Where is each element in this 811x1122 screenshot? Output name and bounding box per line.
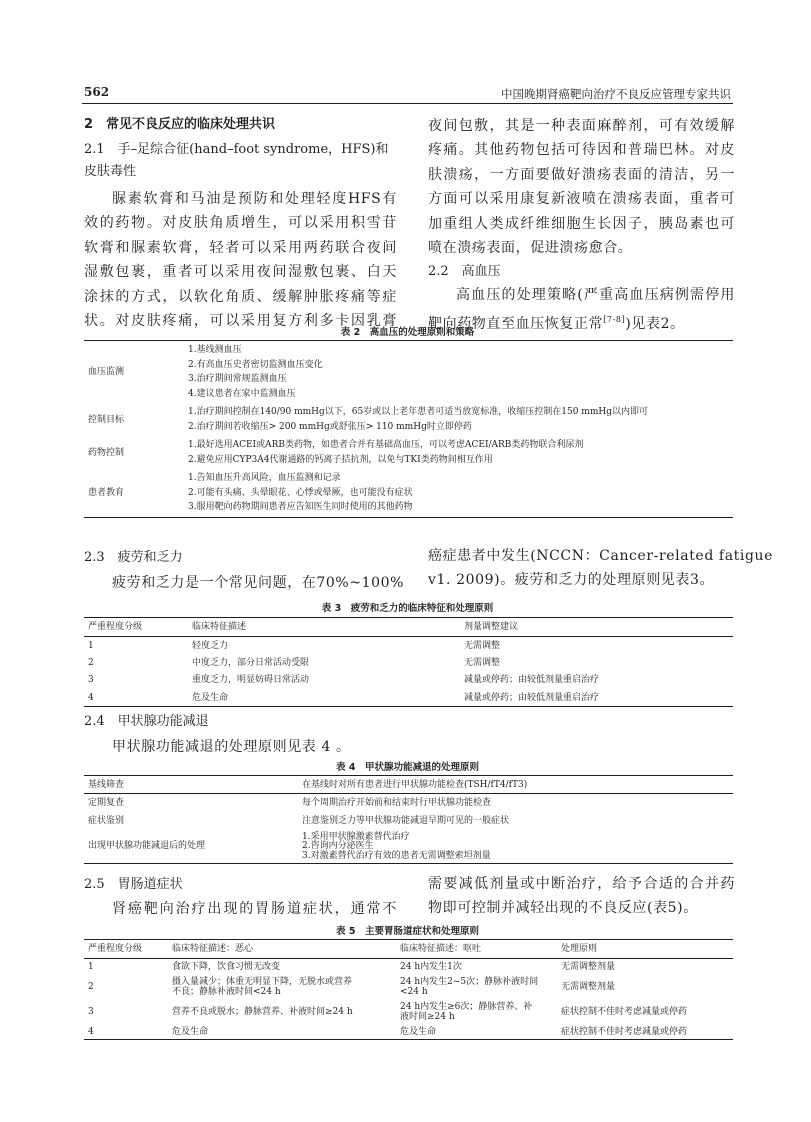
table4-label: 定期复查 (88, 797, 125, 808)
section25-left-column (84, 874, 397, 921)
table5-nausea (168, 1025, 396, 1040)
text-line: 软膏和脲素软膏，轻者可以采用两药联合夜间 (84, 239, 397, 256)
table2-items (188, 436, 733, 469)
table-header-row (84, 940, 733, 959)
table-row (84, 469, 733, 517)
table-cell-line: 摄入量减少；体重无明显下降，无脱水或营养 (172, 976, 353, 987)
table-cell-line: 1.采用甲状腺激素替代治疗 (302, 831, 410, 842)
table3-header: 剂量调整建议 (460, 618, 733, 637)
table-row (84, 689, 733, 707)
table-cell-line: 危及生命 (172, 1026, 209, 1037)
table3-grade: 1 (88, 640, 94, 651)
table5 (84, 939, 733, 1040)
table5-nausea (168, 975, 396, 999)
table5-caption: 表 5 主要胃肠道症状和处理原则 (336, 926, 479, 937)
journal-title: 中国晚期肾癌靶向治疗不良反应管理专家共识 (501, 87, 731, 101)
table5-vomit (396, 959, 557, 975)
text-line: 喷在溃疡表面，促进溃疡愈合。 (428, 240, 633, 257)
section25-left-paragraph (84, 897, 397, 921)
table5-grade: 3 (88, 1006, 94, 1017)
table3-description: 重度乏力，明显妨碍日常活动 (192, 675, 310, 686)
table3-header: 严重程度分级 (84, 618, 188, 637)
text-line: 湿敷包裹，重者可以采用夜间湿敷包裹、白天 (84, 264, 397, 281)
section25-right-column (428, 872, 735, 921)
text-line: 肤溃疡，一方面要做好溃疡表面的清洁，另一 (428, 166, 735, 183)
text-line: 脲素软膏和马油是预防和处理轻度HFS有 (112, 191, 397, 207)
text-line: 状。对皮肤疼痛，可以采用复方利多卡因乳膏 (84, 313, 397, 330)
section24-paragraph (84, 735, 484, 759)
table5-vomit (396, 975, 557, 999)
table-cell-line: 1.治疗期间控制在140/90 mmHg以下，65岁或以上老年患者可适当放宽标准，收缩压控制在150 mmHg以内即可 (188, 407, 648, 417)
table-row (84, 1025, 733, 1040)
table3-description: 危及生命 (192, 692, 229, 703)
table4-label: 基线筛查 (88, 779, 125, 790)
table-row (84, 654, 733, 672)
table5-action: 症状控制不佳时考虑减量或停药 (561, 1026, 688, 1037)
table4-label: 出现甲状腺功能减退后的处理 (88, 841, 206, 852)
table-cell-line: 24 h内发生≥6次；静脉营养、补 (400, 1001, 533, 1012)
table-row (84, 999, 733, 1025)
table2 (84, 340, 733, 518)
table5-action: 症状控制不佳时考虑减量或停药 (561, 1006, 688, 1017)
table2-caption: 表 2 高血压的处理原则和策略 (340, 327, 475, 338)
section21-heading-cont: 皮肤毒性 (84, 164, 137, 179)
text-line: 癌症患者中发生(NCCN：Cancer-related fatigue (428, 548, 774, 564)
table-cell-line: 食欲下降，饮食习惯无改变 (172, 961, 281, 972)
section23-right-column (428, 544, 774, 593)
table5-vomit (396, 999, 557, 1025)
text-line: 疲劳和乏力是一个常见问题，在70%~100% (112, 575, 405, 591)
table-row (84, 830, 733, 864)
section2-left-column (84, 114, 397, 333)
table3-description: 轻度乏力 (192, 640, 229, 651)
table5-grade: 1 (88, 961, 94, 972)
section23-heading: 2.3 疲劳和乏力 (84, 550, 183, 565)
table-cell-line: 1.最好选用ACEI或ARB类药物，如患者合并有基础高血压，可以考虑ACEI/ARB类药物联合利尿剂 (188, 440, 584, 450)
table5-action: 无需调整剂量 (561, 961, 616, 972)
section22-heading: 2.2 高血压 (428, 264, 501, 280)
table-cell-line: 2.避免应用CYP3A4代谢通路的钙离子拮抗剂，以免与TKI类药物间相互作用 (188, 454, 493, 465)
table5-grade: 4 (88, 1026, 94, 1037)
table-cell-line: 危及生命 (400, 1026, 437, 1037)
table-cell-line: 1.基线测血压 (188, 345, 242, 355)
section2-heading: 2 常见不良反应的临床处理共识 (84, 117, 276, 132)
header-rule (82, 103, 733, 104)
table2-items (188, 403, 733, 436)
table5-action: 无需调整剂量 (561, 981, 616, 992)
section21-heading: 2.1 手–足综合征(hand–foot syndrome，HFS)和 (84, 142, 389, 157)
table3-advice: 无需调整 (464, 657, 501, 668)
table3-header: 临床特征描述 (188, 618, 460, 637)
table2-category: 控制目标 (88, 414, 125, 425)
table5-header: 严重程度分级 (84, 940, 168, 959)
table5-nausea (168, 959, 396, 975)
table3-caption: 表 3 疲劳和乏力的临床特征和处理原则 (321, 603, 494, 614)
table-row (84, 436, 733, 469)
table-cell-line: 2.有高血压史者密切监测血压变化 (188, 359, 323, 370)
text-line: v1. 2009)。疲劳和乏力的处理原则见表3。 (428, 572, 715, 589)
text-fragment: )见表2。 (625, 315, 685, 332)
section21-right-paragraph (428, 114, 735, 260)
table3-advice: 减量或停药；由较低剂量重启治疗 (464, 692, 600, 703)
table-cell-line: 3.对激素替代治疗有效的患者无需调整索坦剂量 (302, 850, 491, 861)
text-line: 疼痛。其他药物包括可待因和普瑞巴林。对皮 (428, 142, 735, 159)
text-line: 需要减低剂量或中断治疗，给予合适的合并药 (428, 876, 735, 892)
text-line: 肾癌靶向治疗出现的胃肠道症状，通常不 (112, 901, 397, 917)
table-cell-line: 4.建议患者在家中监测血压 (188, 388, 296, 399)
section2-right-column (428, 114, 735, 336)
page-number: 562 (84, 85, 110, 99)
table2-items (188, 469, 733, 517)
table2-items (188, 341, 733, 404)
table3-grade: 3 (88, 675, 94, 686)
table3-grade: 2 (88, 657, 94, 668)
table-cell-line: 24 h内发生2~5次；静脉补液时间 (400, 976, 539, 987)
table5-nausea (168, 999, 396, 1025)
text-line: 加重组人类成纤维细胞生长因子，胰岛素也可 (428, 215, 735, 232)
text-line: 高血压的处理策略(严重高血压病例需停用 (456, 287, 735, 304)
table3-description: 中度乏力，部分日常活动受限 (192, 657, 310, 668)
section25-right-paragraph (428, 872, 735, 921)
reference-citation[interactable]: [7-8] (603, 314, 626, 324)
table4-content (298, 830, 733, 864)
table-row (84, 672, 733, 690)
table4-content: 在基线时对所有患者进行甲状腺功能检查(TSH/fT4/fT3) (302, 779, 528, 790)
table3-grade: 4 (88, 692, 94, 703)
table-cell-line: 1.告知血压升高风险，血压监测和记录 (188, 473, 341, 483)
table-row (84, 975, 733, 999)
section21-left-paragraph (84, 187, 397, 333)
section24-heading: 2.4 甲状腺功能减退 (84, 714, 209, 729)
table4-label: 症状鉴别 (88, 815, 125, 826)
section23-left-paragraph (84, 571, 405, 595)
table4-content: 注意鉴别乏力等甲状腺功能减退早期可见的一般症状 (302, 815, 510, 826)
table-row (84, 794, 733, 812)
section23-right-paragraph (428, 544, 774, 593)
table3 (84, 617, 733, 707)
table-row (84, 959, 733, 975)
text-line: 效的药物。对皮肤角质增生，可以采用积雪苷 (84, 215, 397, 232)
table4-caption: 表 4 甲状腺功能减退的处理原则 (336, 762, 479, 773)
table-row (84, 812, 733, 830)
table-row (84, 341, 733, 404)
table-row (84, 403, 733, 436)
text-line: 物即可控制并减轻出现的不良反应(表5)。 (428, 900, 698, 917)
table-cell-line: 2.咨询内分泌医生 (302, 841, 374, 851)
text-fragment: 靶向药物直至血压恢复正常 (428, 315, 604, 332)
text-line: 夜间包敷，其是一种表面麻醉剂，可有效缓解 (428, 118, 735, 134)
table-cell-line: 3.治疗期间常规监测血压 (188, 374, 287, 384)
table-cell-line: 2.可能有头痛、头晕眼花、心悸或晕厥，也可能没有症状 (188, 487, 413, 498)
table5-header: 临床特征描述：恶心 (168, 940, 396, 959)
text-line: 涂抹的方式，以软化角质、缓解肿胀疼痛等症 (84, 288, 397, 305)
table-cell-line: 24 h内发生1次 (400, 961, 462, 972)
section23-left-column (84, 547, 405, 595)
table-cell-line: 2.治疗期间若收缩压> 200 mmHg或舒张压> 110 mmHg时立即停药 (188, 421, 472, 432)
table-row (84, 776, 733, 794)
table5-header: 临床特征描述：呕吐 (396, 940, 557, 959)
table-header-row (84, 618, 733, 637)
section25-heading: 2.5 胃肠道症状 (84, 877, 183, 892)
table4-content: 每个周期治疗开始前和结束时行甲状腺功能检查 (302, 797, 492, 808)
table3-advice: 减量或停药；由较低剂量重启治疗 (464, 675, 600, 686)
table2-category: 血压监测 (88, 367, 125, 377)
table5-header: 处理原则 (557, 940, 733, 959)
table-cell-line: 3.服用靶向药物期间患者应告知医生同时使用的其他药物 (188, 502, 413, 512)
table-cell-line: <24 h (400, 986, 428, 997)
text-line: 甲状腺功能减退的处理原则见表 4 。 (112, 739, 351, 755)
table-cell-line: 不良；静脉补液时间<24 h (172, 986, 281, 997)
section24-column (84, 711, 484, 759)
table5-vomit (396, 1025, 557, 1040)
table2-category: 患者教育 (88, 487, 125, 498)
table5-grade: 2 (88, 981, 94, 992)
table-row (84, 637, 733, 655)
text-line: 方面可以采用康复新液喷在溃疡表面，重者可 (428, 191, 735, 208)
table3-advice: 无需调整 (464, 640, 501, 651)
table-cell-line: 液时间≥24 h (400, 1011, 455, 1022)
table2-category: 药物控制 (88, 447, 125, 458)
table4 (84, 775, 733, 864)
table-cell-line: 营养不良或脱水；静脉营养、补液时间≥24 h (172, 1006, 353, 1017)
